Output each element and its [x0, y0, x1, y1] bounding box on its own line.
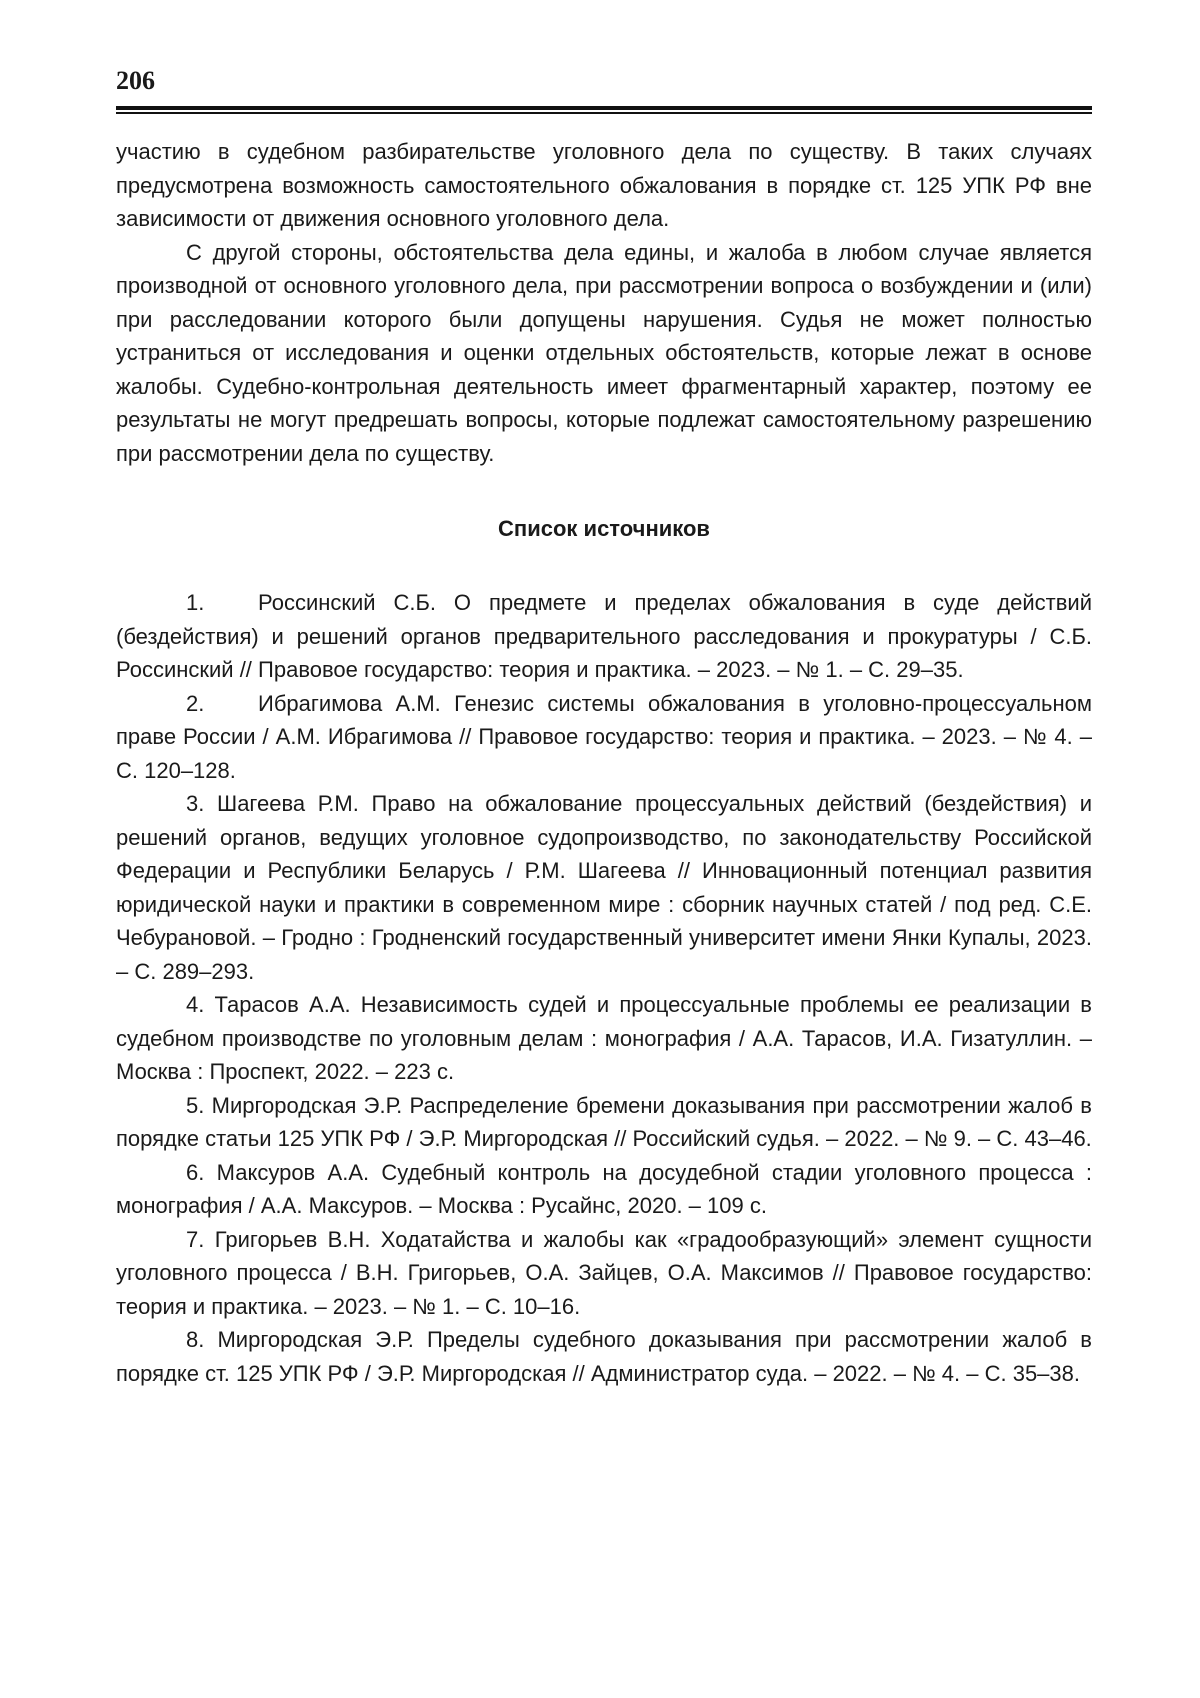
sources-list: [116, 586, 1092, 1390]
source-item: [116, 586, 1092, 687]
source-text: Россинский С.Б. О предмете и пределах обжалования в суде действий (бездействия) и решений органов предварительного расследования и прокуратуры / С.Б. Россинский // Правовое государство: теория и практика. – 2023. – № 1. – С. 29–35.: [116, 590, 1092, 682]
source-number: 3.: [186, 791, 205, 816]
source-item: [116, 1089, 1092, 1156]
source-number: 7.: [186, 1226, 205, 1252]
source-text: Миргородская Э.Р. Пределы судебного доказывания при рассмотрении жалоб в порядке ст. 125 УПК РФ / Э.Р. Миргородская // Администратор суда. – 2022. – № 4. – С. 35–38.: [116, 1327, 1092, 1386]
body-paragraph: участию в судебном разбирательстве уголовного дела по существу. В таких случаях предусмотрена возможность самостоятельного обжалования в порядке ст. 125 УПК РФ вне зависимости от движения основного уголовного дела.: [116, 139, 1092, 231]
source-text: Максуров А.А. Судебный контроль на досудебной стадии уголовного процесса : монография / А.А. Максуров. – Москва : Русайнс, 2020. – 109 с.: [116, 1159, 1092, 1218]
source-text: Тарасов А.А. Независимость судей и процессуальные проблемы ее реализации в судебном производстве по уголовным делам : монография / А.А. Тарасов, И.А. Гизатуллин. – Москва : Проспект, 2022. – 223 с.: [116, 992, 1092, 1084]
page-number: 206: [116, 66, 155, 95]
source-number: 4.: [186, 992, 205, 1017]
source-number: 2.: [186, 690, 205, 716]
source-number: 6.: [186, 1159, 205, 1185]
source-text: Ибрагимова А.М. Генезис системы обжалования в уголовно-процессуальном праве России / А.М. Ибрагимова // Правовое государство: теория и практика. – 2023. – № 4. – С. 120–128.: [116, 690, 1092, 783]
source-item: [116, 988, 1092, 1089]
source-text: Миргородская Э.Р. Распределение бремени доказывания при рассмотрении жалоб в порядке статьи 125 УПК РФ / Э.Р. Миргородская // Российский судья. – 2022. – № 9. – С. 43–46.: [116, 1092, 1092, 1151]
source-text: Шагеева Р.М. Право на обжалование процессуальных действий (бездействия) и решений органов, ведущих уголовное судопроизводство, по законодательству Российской Федерации и Республики Беларусь / Р.М. Шагеева // Инновационный потенциал развития юридической науки и практики в современном мире : сборник научных статей / под ред. С.Е. Чебурановой. – Гродно : Гродненский государственный университет имени Янки Купалы, 2023. – С. 289–293.: [116, 791, 1092, 984]
source-item: [116, 1323, 1092, 1390]
source-item: [116, 787, 1092, 988]
source-item: [116, 687, 1092, 788]
source-text: Григорьев В.Н. Ходатайства и жалобы как «градообразующий» элемент сущности уголовного процесса / В.Н. Григорьев, О.А. Зайцев, О.А. Максимов // Правовое государство: теория и практика. – 2023. – № 1. – С. 10–16.: [116, 1226, 1092, 1319]
header-rule-thick: [116, 106, 1092, 110]
source-number: 1.: [186, 590, 205, 615]
body-paragraph: С другой стороны, обстоятельства дела едины, и жалоба в любом случае является производной от основного уголовного дела, при рассмотрении вопроса о возбуждении и (или) при расследовании которого были допущены нарушения. Судья не может полностью устраниться от исследования и оценки отдельных обстоятельств, которые лежат в основе жалобы. Судебно-контрольная деятельность имеет фрагментарный характер, поэтому ее результаты не могут предрешать вопросы, которые подлежат самостоятельному разрешению при рассмотрении дела по существу.: [116, 239, 1092, 466]
body-text: [116, 135, 1092, 470]
sources-title: Список источников: [498, 516, 710, 541]
source-number: 8.: [186, 1327, 205, 1352]
source-item: [116, 1156, 1092, 1223]
source-item: [116, 1223, 1092, 1324]
source-number: 5.: [186, 1092, 205, 1118]
document-page: [116, 66, 1092, 1390]
header-rule-thin: [116, 112, 1092, 114]
